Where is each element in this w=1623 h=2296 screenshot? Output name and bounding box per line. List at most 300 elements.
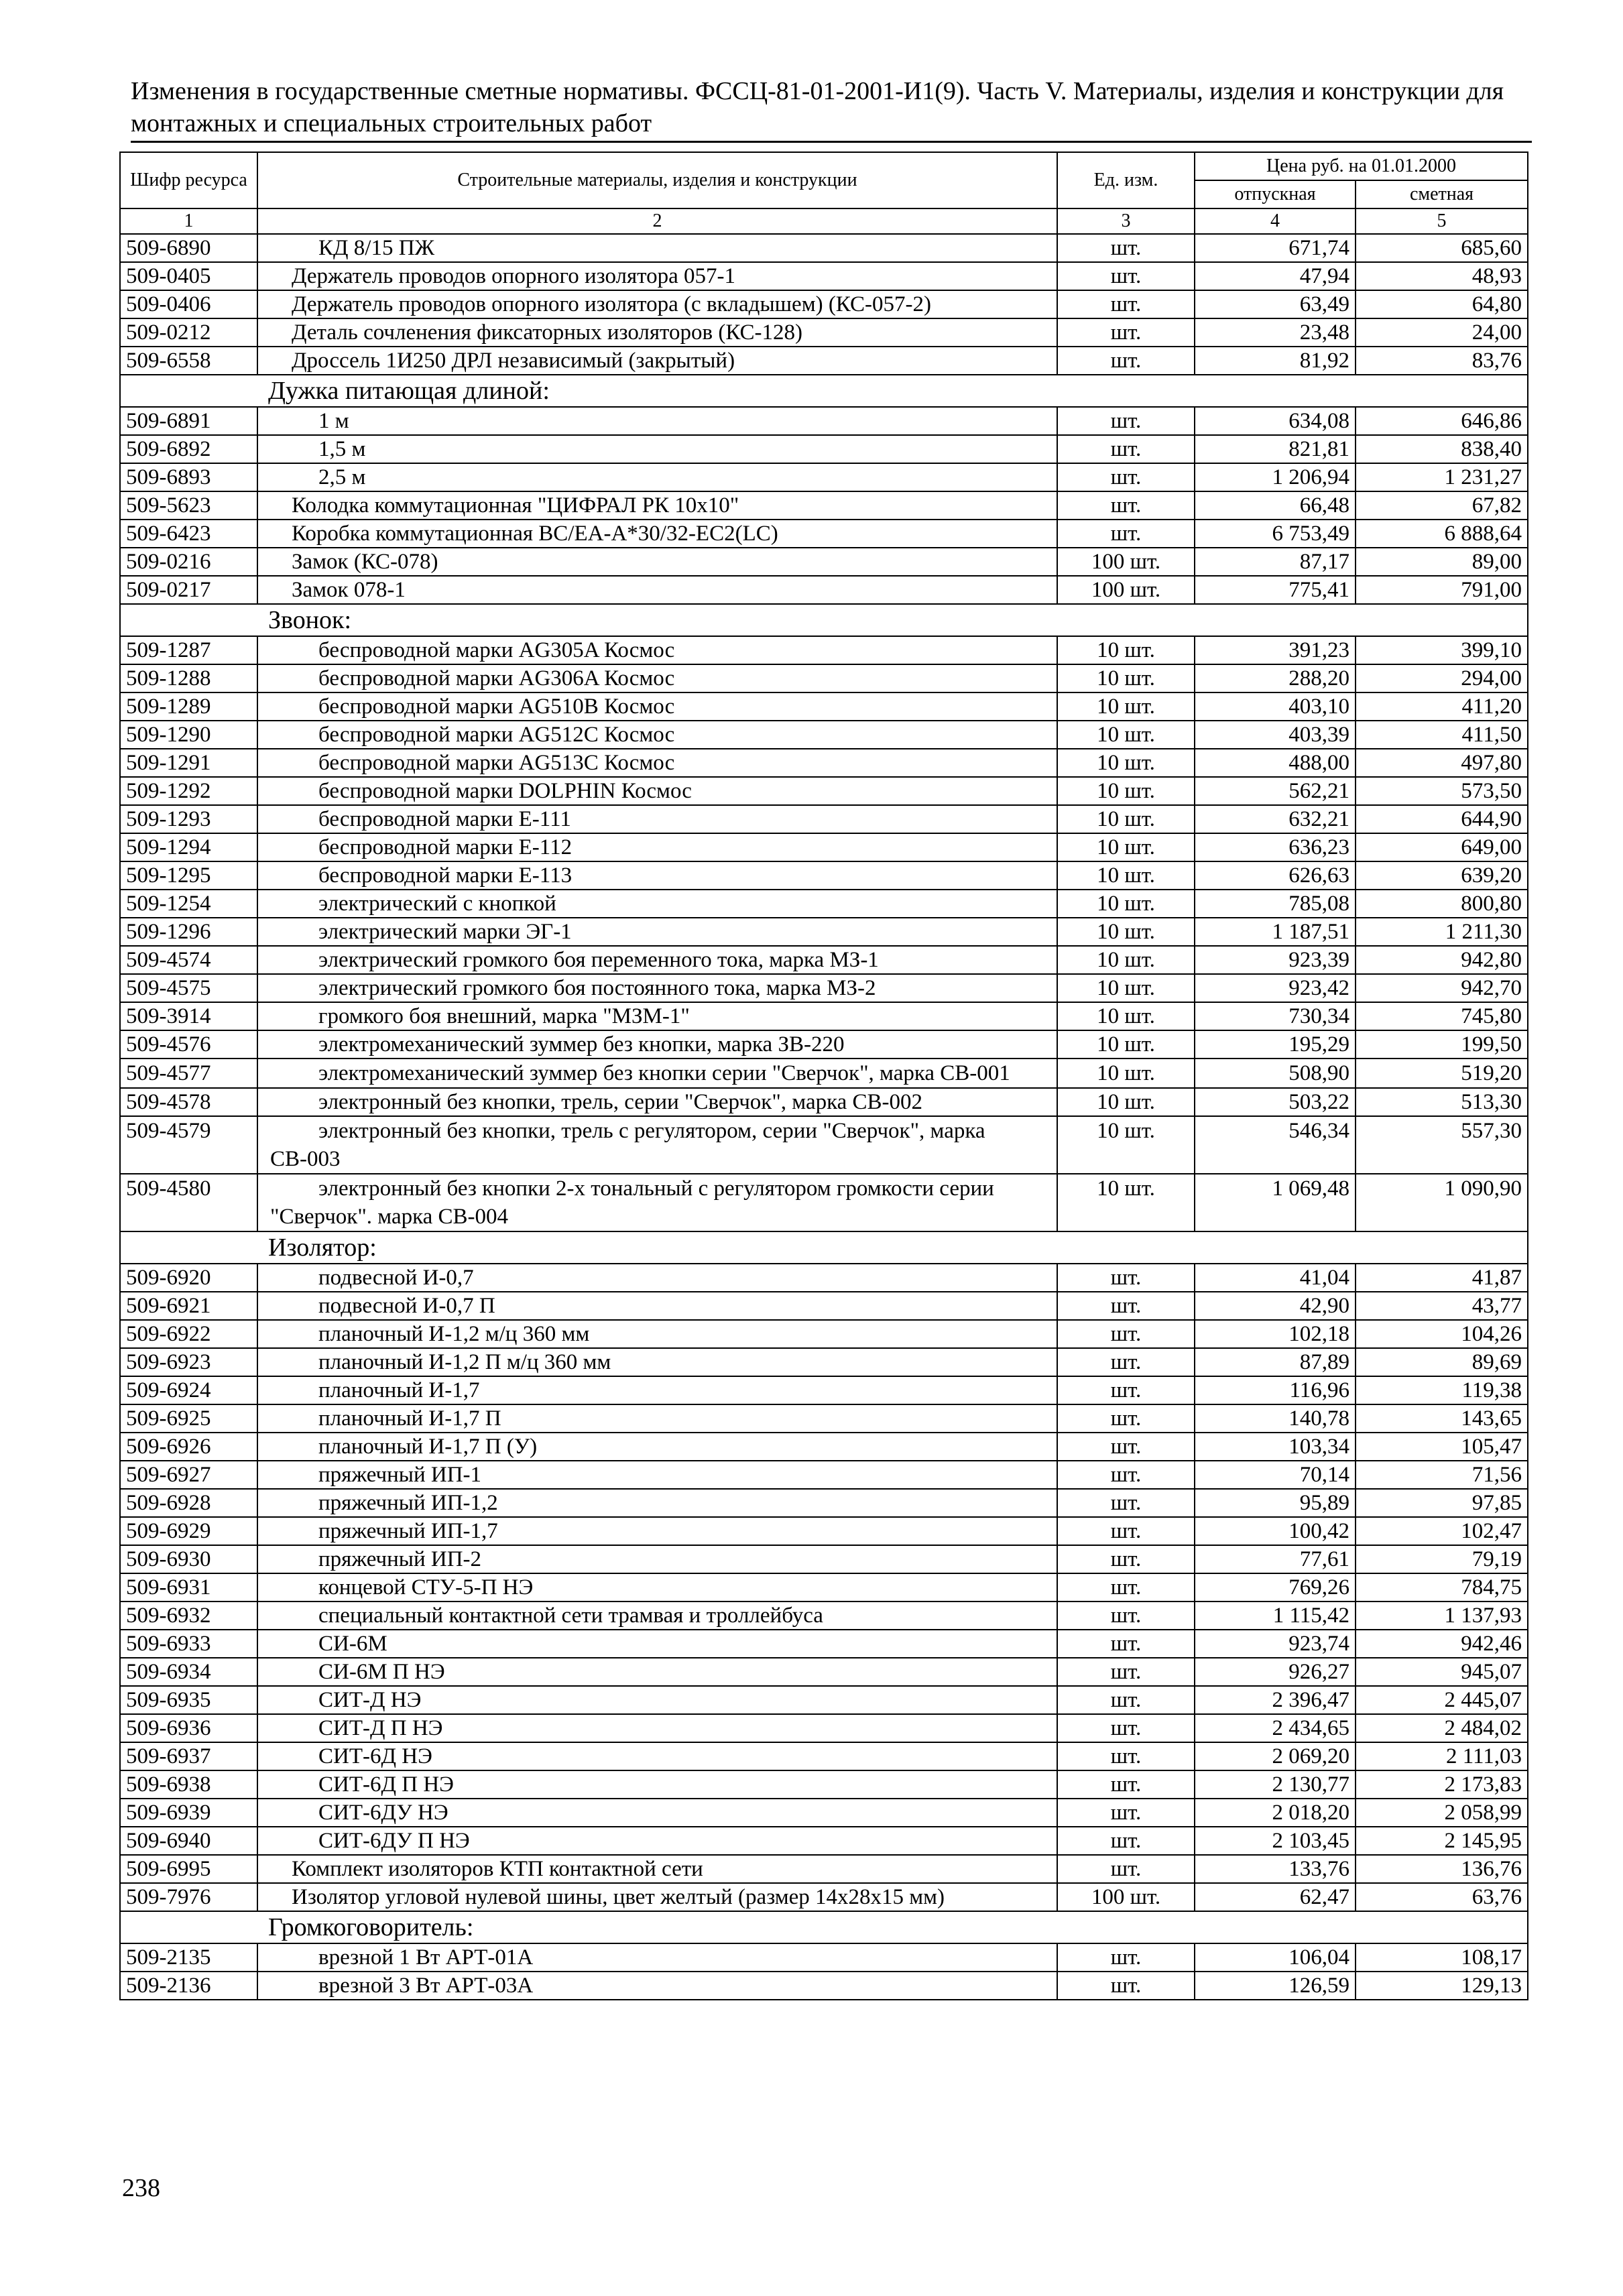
material-name-cell: подвесной И-0,7 П <box>257 1292 1057 1320</box>
table-row <box>120 1433 1528 1461</box>
release-price-cell: 2 103,45 <box>1195 1827 1356 1855</box>
resource-code-cell: 509-6939 <box>120 1799 257 1827</box>
unit-cell: шт. <box>1057 1658 1195 1686</box>
table-row <box>120 664 1528 692</box>
resource-code-cell: 509-6924 <box>120 1376 257 1404</box>
release-price-cell: 636,23 <box>1195 833 1356 861</box>
release-price-cell: 2 130,77 <box>1195 1770 1356 1799</box>
estimate-price-cell: 104,26 <box>1356 1320 1528 1348</box>
material-name-cell: планочный И-1,7 П (У) <box>257 1433 1057 1461</box>
release-price-cell: 632,21 <box>1195 805 1356 833</box>
table-row <box>120 1264 1528 1292</box>
unit-cell: шт. <box>1057 491 1195 520</box>
estimate-price-cell: 2 058,99 <box>1356 1799 1528 1827</box>
table-row <box>120 1030 1528 1059</box>
resource-code-cell: 509-5623 <box>120 491 257 520</box>
release-price-cell: 403,39 <box>1195 721 1356 749</box>
material-name-cell: СИТ-6Д П НЭ <box>257 1770 1057 1799</box>
release-price-cell: 95,89 <box>1195 1489 1356 1517</box>
release-price-cell: 2 018,20 <box>1195 1799 1356 1827</box>
table-row <box>120 721 1528 749</box>
estimate-price-cell: 136,76 <box>1356 1855 1528 1883</box>
group-heading: Дужка питающая длиной: <box>120 375 1528 407</box>
col-header-release: отпускная <box>1195 180 1356 208</box>
material-name-cell: беспроводной марки DOLPHIN Космос <box>257 777 1057 805</box>
release-price-cell: 634,08 <box>1195 407 1356 435</box>
estimate-price-cell: 89,69 <box>1356 1348 1528 1376</box>
release-price-cell: 63,49 <box>1195 290 1356 318</box>
document-header <box>131 75 1532 143</box>
material-name-cell: беспроводной марки AG513C Космос <box>257 749 1057 777</box>
estimate-price-cell: 513,30 <box>1356 1088 1528 1116</box>
table-row <box>120 234 1528 262</box>
column-number: 1 <box>120 208 257 234</box>
release-price-cell: 126,59 <box>1195 1972 1356 2000</box>
resource-code-cell: 509-6935 <box>120 1686 257 1714</box>
estimate-price-cell: 639,20 <box>1356 861 1528 890</box>
unit-cell: 10 шт. <box>1057 974 1195 1002</box>
material-name-cell: электрический с кнопкой <box>257 890 1057 918</box>
material-name-cell: Комплект изоляторов КТП контактной сети <box>257 1855 1057 1883</box>
resource-code-cell: 509-4580 <box>120 1174 257 1231</box>
resource-code-cell: 509-6926 <box>120 1433 257 1461</box>
resource-code-cell: 509-6928 <box>120 1489 257 1517</box>
estimate-price-cell: 48,93 <box>1356 262 1528 290</box>
document-title: Изменения в государственные сметные нормативы. ФССЦ-81-01-2001-И1(9). Часть V. Материалы, изделия и конструкции для монтажных и специальных строительных работ <box>131 77 1504 137</box>
release-price-cell: 1 069,48 <box>1195 1174 1356 1231</box>
resource-code-cell: 509-6923 <box>120 1348 257 1376</box>
material-name-cell: Коробка коммутационная ВС/ЕА-А*30/32-ЕС2(LC) <box>257 520 1057 548</box>
resource-code-cell: 509-2136 <box>120 1972 257 2000</box>
unit-cell: шт. <box>1057 520 1195 548</box>
table-row <box>120 1088 1528 1116</box>
table-row <box>120 548 1528 576</box>
release-price-cell: 923,74 <box>1195 1630 1356 1658</box>
table-row <box>120 576 1528 604</box>
unit-cell: шт. <box>1057 407 1195 435</box>
material-name-cell: Изолятор угловой нулевой шины, цвет желтый (размер 14х28х15 мм) <box>257 1883 1057 1911</box>
estimate-price-cell: 2 173,83 <box>1356 1770 1528 1799</box>
material-name-cell: беспроводной марки AG306A Космос <box>257 664 1057 692</box>
estimate-price-cell: 2 145,95 <box>1356 1827 1528 1855</box>
estimate-price-cell: 41,87 <box>1356 1264 1528 1292</box>
material-name-cell: СИТ-Д П НЭ <box>257 1714 1057 1742</box>
estimate-price-cell: 573,50 <box>1356 777 1528 805</box>
column-number-row <box>120 208 1528 234</box>
resource-code-cell: 509-6934 <box>120 1658 257 1686</box>
estimate-price-cell: 97,85 <box>1356 1489 1528 1517</box>
material-name-cell: беспроводной марки AG512C Космос <box>257 721 1057 749</box>
estimate-price-cell: 2 445,07 <box>1356 1686 1528 1714</box>
release-price-cell: 508,90 <box>1195 1059 1356 1088</box>
resource-code-cell: 509-6891 <box>120 407 257 435</box>
table-group-row <box>120 375 1528 407</box>
estimate-price-cell: 63,76 <box>1356 1883 1528 1911</box>
release-price-cell: 391,23 <box>1195 636 1356 664</box>
estimate-price-cell: 199,50 <box>1356 1030 1528 1059</box>
unit-cell: 10 шт. <box>1057 749 1195 777</box>
resource-code-cell: 509-6893 <box>120 463 257 491</box>
resource-code-cell: 509-4579 <box>120 1116 257 1174</box>
release-price-cell: 140,78 <box>1195 1404 1356 1433</box>
unit-cell: шт. <box>1057 1770 1195 1799</box>
material-name-cell: планочный И-1,7 <box>257 1376 1057 1404</box>
resource-code-cell: 509-6931 <box>120 1573 257 1602</box>
table-row <box>120 1855 1528 1883</box>
table-row <box>120 692 1528 721</box>
release-price-cell: 546,34 <box>1195 1116 1356 1174</box>
material-name-cell: Держатель проводов опорного изолятора 057-1 <box>257 262 1057 290</box>
material-name-cell: 1 м <box>257 407 1057 435</box>
unit-cell: 100 шт. <box>1057 548 1195 576</box>
resource-code-cell: 509-4577 <box>120 1059 257 1088</box>
material-name-cell: СИ-6М <box>257 1630 1057 1658</box>
resource-code-cell: 509-1295 <box>120 861 257 890</box>
unit-cell: 10 шт. <box>1057 721 1195 749</box>
unit-cell: 10 шт. <box>1057 1002 1195 1030</box>
unit-cell: шт. <box>1057 1602 1195 1630</box>
material-name-cell: СИТ-Д НЭ <box>257 1686 1057 1714</box>
table-row <box>120 974 1528 1002</box>
table-row <box>120 1320 1528 1348</box>
table-row <box>120 1714 1528 1742</box>
resource-code-cell: 509-6995 <box>120 1855 257 1883</box>
table-row <box>120 833 1528 861</box>
estimate-price-cell: 6 888,64 <box>1356 520 1528 548</box>
release-price-cell: 87,89 <box>1195 1348 1356 1376</box>
unit-cell: шт. <box>1057 1742 1195 1770</box>
material-name-cell: подвесной И-0,7 <box>257 1264 1057 1292</box>
release-price-cell: 1 187,51 <box>1195 918 1356 946</box>
estimate-price-cell: 119,38 <box>1356 1376 1528 1404</box>
resource-code-cell: 509-6927 <box>120 1461 257 1489</box>
estimate-price-cell: 497,80 <box>1356 749 1528 777</box>
release-price-cell: 775,41 <box>1195 576 1356 604</box>
material-name-cell: электронный без кнопки, трель с регулятором, серии "Сверчок", марка СВ-003 <box>257 1116 1057 1174</box>
unit-cell: шт. <box>1057 1686 1195 1714</box>
resource-code-cell: 509-6890 <box>120 234 257 262</box>
material-name-cell: беспроводной марки Е-112 <box>257 833 1057 861</box>
unit-cell: 10 шт. <box>1057 777 1195 805</box>
release-price-cell: 133,76 <box>1195 1855 1356 1883</box>
estimate-price-cell: 79,19 <box>1356 1545 1528 1573</box>
material-name-cell: Замок 078-1 <box>257 576 1057 604</box>
release-price-cell: 81,92 <box>1195 347 1356 375</box>
table-row <box>120 1059 1528 1088</box>
resource-code-cell: 509-0217 <box>120 576 257 604</box>
estimate-price-cell: 129,13 <box>1356 1972 1528 2000</box>
resource-code-cell: 509-1288 <box>120 664 257 692</box>
material-name-cell: СИТ-6Д НЭ <box>257 1742 1057 1770</box>
table-row <box>120 1545 1528 1573</box>
material-name-cell: электрический марки ЭГ-1 <box>257 918 1057 946</box>
release-price-cell: 66,48 <box>1195 491 1356 520</box>
resource-code-cell: 509-4575 <box>120 974 257 1002</box>
table-row <box>120 1630 1528 1658</box>
estimate-price-cell: 791,00 <box>1356 576 1528 604</box>
unit-cell: шт. <box>1057 1573 1195 1602</box>
unit-cell: 10 шт. <box>1057 861 1195 890</box>
unit-cell: шт. <box>1057 1264 1195 1292</box>
estimate-price-cell: 745,80 <box>1356 1002 1528 1030</box>
unit-cell: 10 шт. <box>1057 636 1195 664</box>
material-name-cell: электрический громкого боя постоянного тока, марка МЗ-2 <box>257 974 1057 1002</box>
unit-cell: шт. <box>1057 1461 1195 1489</box>
group-heading: Изолятор: <box>120 1231 1528 1264</box>
release-price-cell: 503,22 <box>1195 1088 1356 1116</box>
material-name-cell: электронный без кнопки, трель, серии "Сверчок", марка СВ-002 <box>257 1088 1057 1116</box>
material-name-cell: Колодка коммутационная "ЦИФРАЛ РК 10х10" <box>257 491 1057 520</box>
material-name-cell: беспроводной марки Е-113 <box>257 861 1057 890</box>
table-row <box>120 1002 1528 1030</box>
table-row <box>120 749 1528 777</box>
resource-code-cell: 509-6936 <box>120 1714 257 1742</box>
table-row <box>120 1686 1528 1714</box>
release-price-cell: 41,04 <box>1195 1264 1356 1292</box>
release-price-cell: 671,74 <box>1195 234 1356 262</box>
estimate-price-cell: 519,20 <box>1356 1059 1528 1088</box>
table-row <box>120 1658 1528 1686</box>
table-row <box>120 1972 1528 2000</box>
release-price-cell: 769,26 <box>1195 1573 1356 1602</box>
col-header-price-group: Цена руб. на 01.01.2000 <box>1195 152 1528 180</box>
release-price-cell: 923,39 <box>1195 946 1356 974</box>
estimate-price-cell: 24,00 <box>1356 318 1528 347</box>
resource-code-cell: 509-6929 <box>120 1517 257 1545</box>
table-row <box>120 407 1528 435</box>
resource-code-cell: 509-6933 <box>120 1630 257 1658</box>
estimate-price-cell: 83,76 <box>1356 347 1528 375</box>
unit-cell: шт. <box>1057 1348 1195 1376</box>
material-name-cell: СИ-6М П НЭ <box>257 1658 1057 1686</box>
estimate-price-cell: 411,50 <box>1356 721 1528 749</box>
resource-code-cell: 509-0405 <box>120 262 257 290</box>
table-row <box>120 1742 1528 1770</box>
table-row <box>120 1827 1528 1855</box>
unit-cell: шт. <box>1057 234 1195 262</box>
estimate-price-cell: 2 111,03 <box>1356 1742 1528 1770</box>
resource-code-cell: 509-6940 <box>120 1827 257 1855</box>
unit-cell: 10 шт. <box>1057 1088 1195 1116</box>
table-row <box>120 318 1528 347</box>
table-row <box>120 1461 1528 1489</box>
table-row <box>120 1348 1528 1376</box>
material-name-cell: планочный И-1,7 П <box>257 1404 1057 1433</box>
material-name-cell: электромеханический зуммер без кнопки серии "Сверчок", марка СВ-001 <box>257 1059 1057 1088</box>
table-row <box>120 1573 1528 1602</box>
estimate-price-cell: 942,80 <box>1356 946 1528 974</box>
col-header-estimate: сметная <box>1356 180 1528 208</box>
table-group-row <box>120 1231 1528 1264</box>
table-body <box>120 234 1528 2000</box>
estimate-price-cell: 143,65 <box>1356 1404 1528 1433</box>
unit-cell: 10 шт. <box>1057 946 1195 974</box>
material-name-cell: планочный И-1,2 П м/ц 360 мм <box>257 1348 1057 1376</box>
unit-cell: шт. <box>1057 1714 1195 1742</box>
material-name-cell: врезной 3 Вт АРТ-03А <box>257 1972 1057 2000</box>
resource-code-cell: 509-1289 <box>120 692 257 721</box>
release-price-cell: 785,08 <box>1195 890 1356 918</box>
unit-cell: шт. <box>1057 1972 1195 2000</box>
resource-code-cell: 509-6921 <box>120 1292 257 1320</box>
unit-cell: шт. <box>1057 262 1195 290</box>
table-row <box>120 463 1528 491</box>
resource-code-cell: 509-3914 <box>120 1002 257 1030</box>
material-name-cell: СИТ-6ДУ П НЭ <box>257 1827 1057 1855</box>
estimate-price-cell: 685,60 <box>1356 234 1528 262</box>
material-name-cell: Замок (КС-078) <box>257 548 1057 576</box>
release-price-cell: 2 396,47 <box>1195 1686 1356 1714</box>
resource-code-cell: 509-6922 <box>120 1320 257 1348</box>
estimate-price-cell: 646,86 <box>1356 407 1528 435</box>
resource-code-cell: 509-6558 <box>120 347 257 375</box>
resource-code-cell: 509-6938 <box>120 1770 257 1799</box>
table-row <box>120 491 1528 520</box>
unit-cell: 10 шт. <box>1057 664 1195 692</box>
material-name-cell: беспроводной марки Е-111 <box>257 805 1057 833</box>
unit-cell: шт. <box>1057 1433 1195 1461</box>
unit-cell: 10 шт. <box>1057 890 1195 918</box>
table-row <box>120 347 1528 375</box>
table-row <box>120 1602 1528 1630</box>
release-price-cell: 23,48 <box>1195 318 1356 347</box>
release-price-cell: 288,20 <box>1195 664 1356 692</box>
estimate-price-cell: 644,90 <box>1356 805 1528 833</box>
unit-cell: шт. <box>1057 463 1195 491</box>
unit-cell: шт. <box>1057 1545 1195 1573</box>
release-price-cell: 730,34 <box>1195 1002 1356 1030</box>
estimate-price-cell: 64,80 <box>1356 290 1528 318</box>
group-heading: Звонок: <box>120 604 1528 636</box>
unit-cell: шт. <box>1057 435 1195 463</box>
unit-cell: шт. <box>1057 290 1195 318</box>
release-price-cell: 626,63 <box>1195 861 1356 890</box>
material-name-cell: планочный И-1,2 м/ц 360 мм <box>257 1320 1057 1348</box>
resource-code-cell: 509-6930 <box>120 1545 257 1573</box>
estimate-price-cell: 1 211,30 <box>1356 918 1528 946</box>
table-row <box>120 1116 1528 1174</box>
release-price-cell: 103,34 <box>1195 1433 1356 1461</box>
unit-cell: 10 шт. <box>1057 692 1195 721</box>
table-row <box>120 1376 1528 1404</box>
resource-code-cell: 509-1290 <box>120 721 257 749</box>
col-header-unit: Ед. изм. <box>1057 152 1195 208</box>
table-row <box>120 262 1528 290</box>
table-row <box>120 1517 1528 1545</box>
release-price-cell: 923,42 <box>1195 974 1356 1002</box>
release-price-cell: 47,94 <box>1195 262 1356 290</box>
release-price-cell: 100,42 <box>1195 1517 1356 1545</box>
resource-code-cell: 509-6932 <box>120 1602 257 1630</box>
table-row <box>120 1883 1528 1911</box>
resource-code-cell: 509-6937 <box>120 1742 257 1770</box>
resource-code-cell: 509-4574 <box>120 946 257 974</box>
material-name-cell: Дроссель 1И250 ДРЛ независимый (закрытый) <box>257 347 1057 375</box>
table-row <box>120 435 1528 463</box>
release-price-cell: 562,21 <box>1195 777 1356 805</box>
release-price-cell: 926,27 <box>1195 1658 1356 1686</box>
estimate-price-cell: 399,10 <box>1356 636 1528 664</box>
table-row <box>120 1770 1528 1799</box>
estimate-price-cell: 838,40 <box>1356 435 1528 463</box>
resource-code-cell: 509-1287 <box>120 636 257 664</box>
resource-code-cell: 509-6892 <box>120 435 257 463</box>
col-header-name: Строительные материалы, изделия и конструкции <box>257 152 1057 208</box>
material-name-cell: электронный без кнопки 2-х тональный с регулятором громкости серии "Сверчок". марка СВ-004 <box>257 1174 1057 1231</box>
resource-code-cell: 509-0406 <box>120 290 257 318</box>
resource-code-cell: 509-6920 <box>120 1264 257 1292</box>
table-row <box>120 890 1528 918</box>
estimate-price-cell: 89,00 <box>1356 548 1528 576</box>
column-number: 4 <box>1195 208 1356 234</box>
material-name-cell: электрический громкого боя переменного тока, марка МЗ-1 <box>257 946 1057 974</box>
release-price-cell: 70,14 <box>1195 1461 1356 1489</box>
table-group-row <box>120 604 1528 636</box>
release-price-cell: 116,96 <box>1195 1376 1356 1404</box>
release-price-cell: 195,29 <box>1195 1030 1356 1059</box>
release-price-cell: 106,04 <box>1195 1943 1356 1972</box>
resource-code-cell: 509-4576 <box>120 1030 257 1059</box>
estimate-price-cell: 942,46 <box>1356 1630 1528 1658</box>
release-price-cell: 1 206,94 <box>1195 463 1356 491</box>
material-name-cell: специальный контактной сети трамвая и троллейбуса <box>257 1602 1057 1630</box>
estimate-price-cell: 557,30 <box>1356 1116 1528 1174</box>
resource-code-cell: 509-1292 <box>120 777 257 805</box>
estimate-price-cell: 1 090,90 <box>1356 1174 1528 1231</box>
price-table <box>119 152 1528 2000</box>
material-name-cell: громкого боя внешний, марка "МЗМ-1" <box>257 1002 1057 1030</box>
material-name-cell: СИТ-6ДУ НЭ <box>257 1799 1057 1827</box>
table-row <box>120 290 1528 318</box>
material-name-cell: Держатель проводов опорного изолятора (с вкладышем) (КС-057-2) <box>257 290 1057 318</box>
estimate-price-cell: 71,56 <box>1356 1461 1528 1489</box>
release-price-cell: 1 115,42 <box>1195 1602 1356 1630</box>
table-row <box>120 918 1528 946</box>
unit-cell: шт. <box>1057 1376 1195 1404</box>
resource-code-cell: 509-6423 <box>120 520 257 548</box>
resource-code-cell: 509-0212 <box>120 318 257 347</box>
material-name-cell: пряжечный ИП-2 <box>257 1545 1057 1573</box>
material-name-cell: пряжечный ИП-1,2 <box>257 1489 1057 1517</box>
release-price-cell: 77,61 <box>1195 1545 1356 1573</box>
estimate-price-cell: 800,80 <box>1356 890 1528 918</box>
unit-cell: шт. <box>1057 1799 1195 1827</box>
table-row <box>120 1174 1528 1231</box>
group-heading: Громкоговоритель: <box>120 1911 1528 1943</box>
release-price-cell: 62,47 <box>1195 1883 1356 1911</box>
table-row <box>120 805 1528 833</box>
resource-code-cell: 509-1296 <box>120 918 257 946</box>
unit-cell: шт. <box>1057 1404 1195 1433</box>
table-head <box>120 152 1528 234</box>
table-row <box>120 636 1528 664</box>
table-row <box>120 946 1528 974</box>
unit-cell: 10 шт. <box>1057 1059 1195 1088</box>
release-price-cell: 2 434,65 <box>1195 1714 1356 1742</box>
release-price-cell: 42,90 <box>1195 1292 1356 1320</box>
resource-code-cell: 509-1291 <box>120 749 257 777</box>
estimate-price-cell: 411,20 <box>1356 692 1528 721</box>
table-row <box>120 1943 1528 1972</box>
table-row <box>120 1799 1528 1827</box>
table-row <box>120 861 1528 890</box>
resource-code-cell: 509-4578 <box>120 1088 257 1116</box>
page-number: 238 <box>122 2174 160 2202</box>
release-price-cell: 87,17 <box>1195 548 1356 576</box>
estimate-price-cell: 43,77 <box>1356 1292 1528 1320</box>
unit-cell: шт. <box>1057 1292 1195 1320</box>
estimate-price-cell: 945,07 <box>1356 1658 1528 1686</box>
